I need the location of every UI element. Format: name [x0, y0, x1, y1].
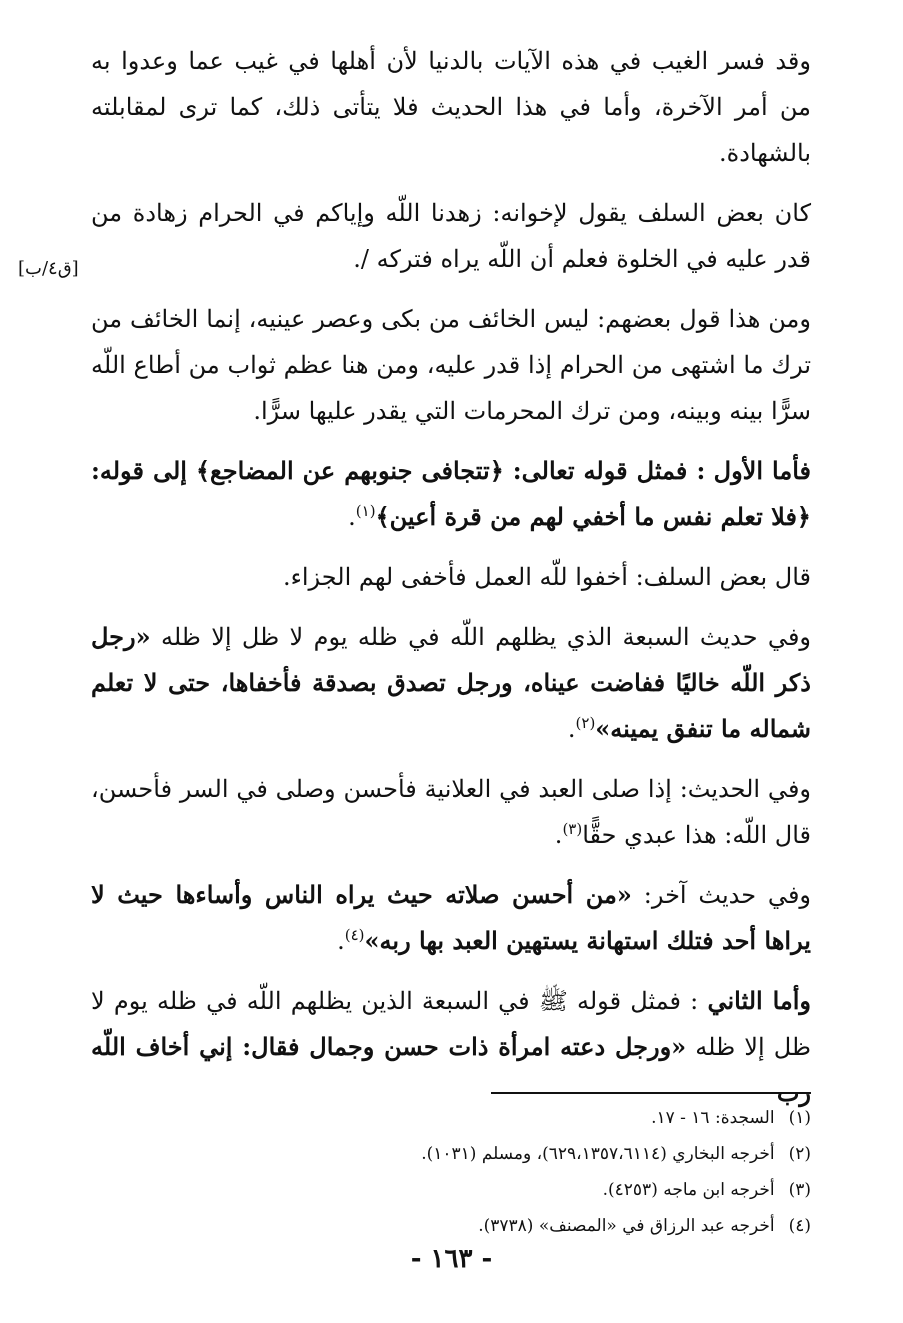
paragraph-text: قال بعض السلف: أخفوا للّه العمل فأخفى لهم الجزاء.: [282, 563, 811, 591]
paragraph-tail: .: [554, 821, 563, 849]
paragraph-1: [91, 38, 811, 176]
paragraph-tail: .: [567, 715, 576, 743]
footnote-number: (١): [788, 1108, 811, 1128]
page-number: - ١٦٣ -: [410, 1244, 493, 1274]
paragraph-4: [91, 448, 811, 540]
footnote-text: أخرجه البخاري (٦٢٩،١٣٥٧،٦١١٤)، ومسلم (١٠٣١).: [421, 1144, 775, 1164]
paragraph-text: ومن هذا قول بعضهم: ليس الخائف من بكى وعصر عينيه، إنما الخائف من ترك ما اشتهى من الحرام إذا قدر عليه، ومن هنا عظم ثواب من أطاع اللّه سرًّا بينه وبينه، ومن ترك المحرمات التي يقدر عليها سرًّا.: [91, 305, 811, 425]
paragraph-6: [91, 614, 811, 752]
section-lead: وأما الثاني: [707, 986, 812, 1015]
footnote-ref: (٢): [575, 714, 596, 732]
section-lead: فأما الأول: [713, 456, 811, 485]
footnote-divider: [491, 1092, 811, 1094]
paragraph-text: وقد فسر الغيب في هذه الآيات بالدنيا لأن أهلها في غيب عما وعدوا به من أمر الآخرة، وأما في هذا الحديث فلا يتأتى ذلك، كما ترى لمقابلته بالشهادة.: [91, 47, 811, 167]
paragraph-3: [91, 296, 811, 434]
paragraph-7: [91, 766, 811, 858]
paragraph-text: وفي الحديث: إذا صلى العبد في العلانية فأحسن وصلى في السر فأحسن، قال اللّه: هذا عبدي حقًّا: [91, 775, 812, 849]
main-text: [91, 38, 811, 1130]
paragraph-9: [91, 978, 811, 1116]
footnote-ref: (٤): [344, 926, 365, 944]
hadith-quote: «رجل ذكر اللّه خاليًا ففاضت عيناه، ورجل تصدق بصدقة فأخفاها، حتى لا تعلم شماله ما تنفق يمينه»: [91, 622, 811, 743]
footnote-ref: (٣): [562, 820, 583, 838]
paragraph-tail: .: [348, 503, 356, 531]
footnote-number: (٤): [788, 1216, 811, 1236]
footnote-number: (٢): [788, 1144, 811, 1164]
paragraph-text: : فمثل قوله ﷺ في السبعة الذين يظلهم اللّه في ظله يوم لا ظل إلا ظله: [91, 987, 811, 1061]
paragraph-text: كان بعض السلف يقول لإخوانه: زهدنا اللّه وإياكم في الحرام زهادة من قدر عليه في الخلوة فعلم أن اللّه يراه فتركه /.: [91, 199, 811, 273]
footnote-item: [91, 1100, 811, 1136]
footnote-item: [91, 1136, 811, 1172]
manuscript-folio-marker: [ق٤/ب]: [18, 258, 79, 279]
footnote-text: أخرجه ابن ماجه (٤٢٥٣).: [602, 1180, 775, 1200]
paragraph-5: [91, 554, 811, 600]
footnotes: [91, 1100, 811, 1244]
hadith-quote: «من أحسن صلاته حيث يراه الناس وأساءها حيث لا يراها أحد فتلك استهانة يستهين العبد بها ربه»: [91, 880, 811, 955]
paragraph-text: وفي حديث آخر:: [643, 881, 812, 909]
footnote-number: (٣): [788, 1180, 811, 1200]
footnote-text: السجدة: ١٦ - ١٧.: [651, 1108, 775, 1128]
footnote-ref: (١): [355, 502, 376, 520]
paragraph-text: وفي حديث السبعة الذي يظلهم اللّه في ظله يوم لا ظل إلا ظله: [160, 623, 812, 651]
footnote-item: [91, 1172, 811, 1208]
hadith-quote: «ورجل دعته امرأة ذات حسن وجمال فقال: إني أخاف اللّه رب: [91, 1032, 811, 1107]
paragraph-2: [91, 190, 811, 282]
paragraph-tail: .: [337, 927, 345, 955]
paragraph-8: [91, 872, 811, 964]
paragraph-text: : فمثل قوله تعالى: ﴿تتجافى جنوبهم عن المضاجع﴾ إلى قوله: ﴿فلا تعلم نفس ما أخفي لهم من قرة أعين﴾: [91, 456, 811, 531]
footnote-item: [91, 1208, 811, 1244]
footnote-text: أخرجه عبد الرزاق في «المصنف» (٣٧٣٨).: [478, 1216, 775, 1236]
